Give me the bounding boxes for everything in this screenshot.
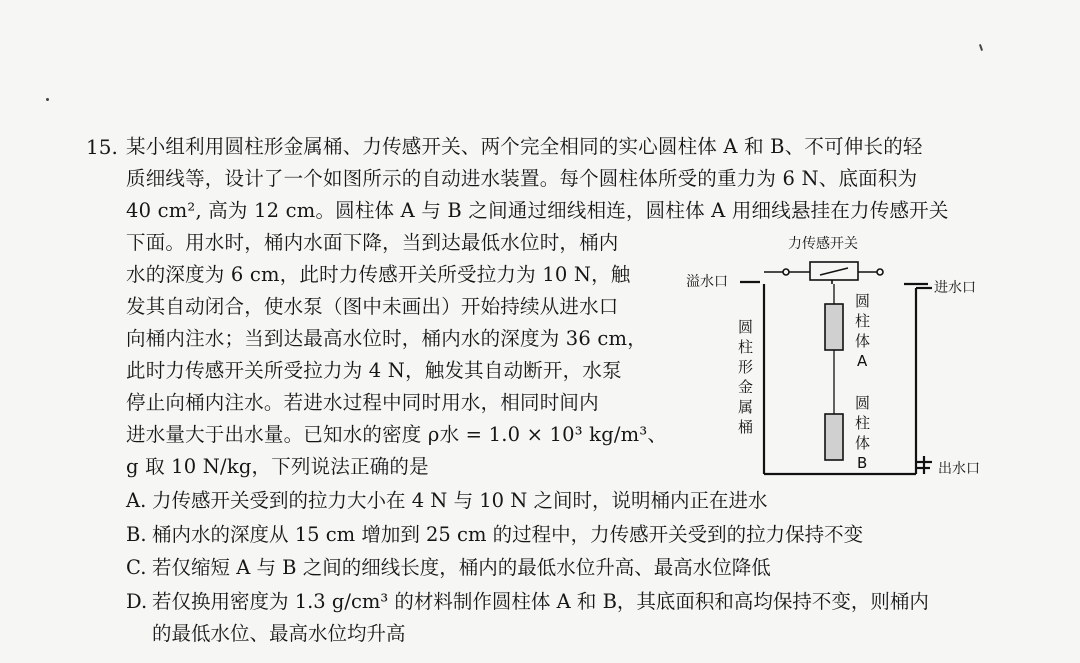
svg-text:体: 体 bbox=[855, 434, 871, 452]
option-text: 力传感开关受到的拉力大小在 4 N 与 10 N 之间时，说明桶内正在进水 bbox=[152, 489, 768, 512]
svg-text:柱: 柱 bbox=[738, 338, 754, 356]
force-sensor-switch bbox=[764, 262, 883, 284]
option-letter: D. bbox=[126, 590, 148, 613]
stem-line-2: 质细线等，设计了一个如图所示的自动进水装置。每个圆柱体所受的重力为 6 N、底面积为 bbox=[126, 167, 918, 190]
svg-text:桶: 桶 bbox=[738, 418, 754, 436]
outlet-label: 出水口 bbox=[938, 461, 980, 477]
option-d bbox=[126, 587, 929, 617]
cylinder-b-label bbox=[855, 394, 870, 472]
stem-line-3: 40 cm², 高为 12 cm。圆柱体 A 与 B 之间通过细线相连，圆柱体 A 用细线悬挂在力传感开关 bbox=[126, 199, 949, 222]
cylinder-a bbox=[825, 304, 843, 350]
option-a bbox=[126, 486, 768, 516]
svg-text:B: B bbox=[857, 454, 868, 472]
stem-line-10: 进水量大于出水量。已知水的密度 ρ水 = 1.0 × 10³ kg/m³、 bbox=[126, 423, 668, 446]
svg-text:金: 金 bbox=[738, 378, 754, 396]
svg-text:圆: 圆 bbox=[855, 292, 871, 310]
svg-text:柱: 柱 bbox=[855, 414, 871, 432]
inlet-label: 进水口 bbox=[934, 280, 976, 296]
option-text: 若仅缩短 A 与 B 之间的细线长度，桶内的最低水位升高、最高水位降低 bbox=[152, 556, 771, 579]
overflow-outlet-label: 溢水口 bbox=[686, 274, 728, 290]
option-b bbox=[126, 520, 863, 550]
option-c bbox=[126, 553, 771, 583]
option-letter: A. bbox=[126, 489, 147, 512]
cylinder-b bbox=[825, 414, 843, 460]
switch-label: 力传感开关 bbox=[788, 236, 858, 252]
paper-speck bbox=[979, 44, 983, 51]
stem-line-7: 向桶内注水；当到达最高水位时，桶内水的深度为 36 cm， bbox=[126, 327, 647, 350]
stem-line-11: g 取 10 N/kg，下列说法正确的是 bbox=[126, 455, 429, 478]
svg-text:A: A bbox=[857, 352, 868, 370]
question-number: 15. bbox=[86, 135, 118, 159]
svg-text:形: 形 bbox=[738, 358, 754, 376]
bucket-label bbox=[738, 318, 753, 436]
cylinder-a-label bbox=[855, 292, 870, 370]
paper-speck bbox=[46, 98, 49, 101]
option-d-continuation: 的最低水位、最高水位均升高 bbox=[152, 622, 406, 645]
water-device-diagram bbox=[680, 228, 1000, 488]
option-letter: B. bbox=[126, 523, 147, 546]
svg-text:属: 属 bbox=[738, 398, 754, 416]
stem-line-9: 停止向桶内注水。若进水过程中同时用水，相同时间内 bbox=[126, 391, 599, 414]
stem-line-8: 此时力传感开关所受拉力为 4 N，触发其自动断开，水泵 bbox=[126, 359, 622, 382]
stem-line-1: 某小组利用圆柱形金属桶、力传感开关、两个完全相同的实心圆柱体 A 和 B、不可伸长的轻 bbox=[126, 135, 923, 158]
svg-text:圆: 圆 bbox=[855, 394, 871, 412]
stem-line-4: 下面。用水时，桶内水面下降，当到达最低水位时，桶内 bbox=[126, 231, 619, 254]
option-text: 桶内水的深度从 15 cm 增加到 25 cm 的过程中，力传感开关受到的拉力保持不变 bbox=[152, 523, 864, 546]
svg-text:体: 体 bbox=[855, 332, 871, 350]
stem-line-6: 发其自动闭合，使水泵（图中未画出）开始持续从进水口 bbox=[126, 295, 619, 318]
svg-text:圆: 圆 bbox=[738, 318, 754, 336]
option-text: 若仅换用密度为 1.3 g/cm³ 的材料制作圆柱体 A 和 B，其底面积和高均保持不变，则桶内 bbox=[152, 590, 929, 613]
stem-line-5: 水的深度为 6 cm，此时力传感开关所受拉力为 10 N，触 bbox=[126, 263, 631, 286]
svg-text:柱: 柱 bbox=[855, 312, 871, 330]
option-letter: C. bbox=[126, 556, 147, 579]
